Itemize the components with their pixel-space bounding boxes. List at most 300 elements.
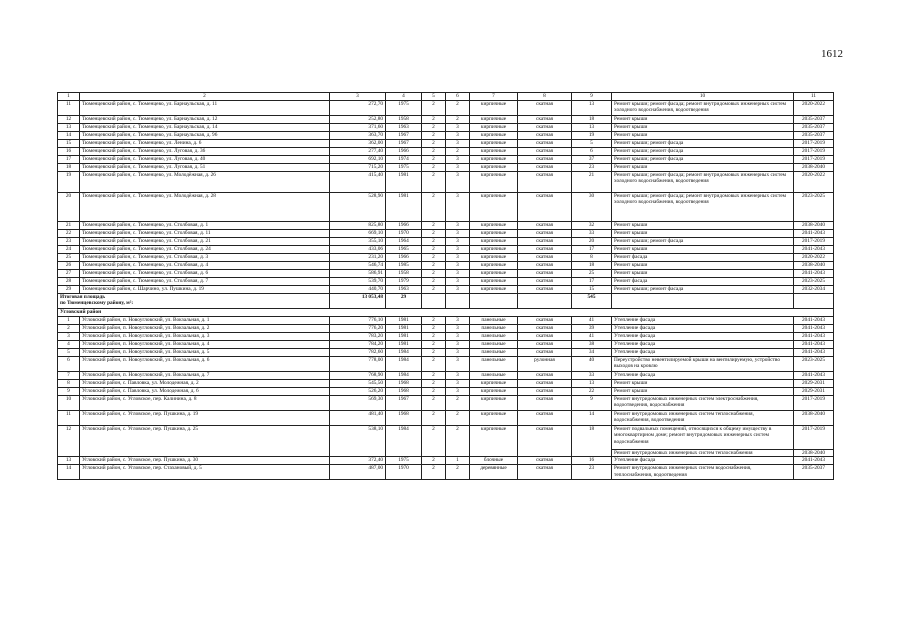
floors-cell: 2 bbox=[422, 246, 446, 254]
entrances-cell: 3 bbox=[446, 222, 470, 230]
row-number: 15 bbox=[58, 140, 80, 148]
address-cell: Угловский район, с. Павловка, ул. Молодежная, д. 6 bbox=[80, 388, 330, 396]
entrances-cell: 2 bbox=[446, 411, 470, 426]
column-number: 6 bbox=[446, 93, 470, 101]
year-cell: 1965 bbox=[386, 246, 422, 254]
entrances-cell: 3 bbox=[446, 325, 470, 333]
entrances-cell: 3 bbox=[446, 156, 470, 164]
residents-cell: 17 bbox=[572, 278, 612, 286]
work-type-cell: Ремонт внутридомовых инженерных систем водоснабжения, теплоснабжения, водоотведения bbox=[612, 465, 794, 480]
roof-type-cell: скатная bbox=[518, 172, 572, 193]
address-cell: Тюменцевский район, с. Шарчино, ул. Пушкина, д. 19 bbox=[80, 286, 330, 294]
roof-type-cell: скатная bbox=[518, 317, 572, 325]
entrances-cell: 3 bbox=[446, 193, 470, 222]
wall-material-cell: кирпичные bbox=[470, 132, 518, 140]
work-type-cell: Ремонт крыши; ремонт фасада bbox=[612, 148, 794, 156]
address-cell: Тюменцевский район, с. Тюменцево, ул. Столбовая, д. 11 bbox=[80, 230, 330, 238]
total-count: 29 bbox=[386, 294, 422, 309]
period-cell: 2032-2034 bbox=[794, 286, 834, 294]
floors-cell: 2 bbox=[422, 286, 446, 294]
table-row bbox=[58, 396, 834, 411]
table-row bbox=[58, 222, 834, 230]
period-cell: 2020-2022 bbox=[794, 254, 834, 262]
year-cell: 1970 bbox=[386, 465, 422, 480]
entrances-cell: 3 bbox=[446, 388, 470, 396]
entrances-cell: 3 bbox=[446, 262, 470, 270]
work-type-cell: Ремонт крыши; ремонт фасада bbox=[612, 286, 794, 294]
wall-material-cell: кирпичные bbox=[470, 262, 518, 270]
address-cell: Тюменцевский район, с. Тюменцево, ул. Луговая, д. 36 bbox=[80, 148, 330, 156]
period-cell: 2038-2040 bbox=[794, 222, 834, 230]
year-cell: 1981 bbox=[386, 172, 422, 193]
table-row bbox=[58, 333, 834, 341]
residents-cell: 13 bbox=[572, 380, 612, 388]
area-cell: 487,00 bbox=[330, 465, 386, 480]
residents-cell: 32 bbox=[572, 222, 612, 230]
row-number: 8 bbox=[58, 380, 80, 388]
table-row bbox=[58, 270, 834, 278]
row-number: 27 bbox=[58, 270, 80, 278]
area-cell: 362,00 bbox=[330, 140, 386, 148]
work-type-cell: Утепление фасада bbox=[612, 317, 794, 325]
residents-cell: 15 bbox=[572, 286, 612, 294]
work-type-cell: Утепление фасада bbox=[612, 333, 794, 341]
area-cell: 569,30 bbox=[330, 396, 386, 411]
residents-cell: 14 bbox=[572, 411, 612, 426]
year-cell: 1966 bbox=[386, 148, 422, 156]
year-cell: 1984 bbox=[386, 372, 422, 380]
entrances-cell: 3 bbox=[446, 238, 470, 246]
area-cell: 586,91 bbox=[330, 270, 386, 278]
year-cell: 1967 bbox=[386, 140, 422, 148]
address-cell: Угловский район, с. Угловское, пер. Пушкина, д. 30 bbox=[80, 457, 330, 465]
wall-material-cell: деревянные bbox=[470, 465, 518, 480]
roof-type-cell: скатная bbox=[518, 140, 572, 148]
address-cell: Угловский район, п. Новоугловский, ул. Вокзальная, д. 4 bbox=[80, 341, 330, 349]
area-cell: 778,00 bbox=[330, 357, 386, 372]
year-cell: 1975 bbox=[386, 164, 422, 172]
entrances-cell: 3 bbox=[446, 380, 470, 388]
period-cell: 2041-2043 bbox=[794, 325, 834, 333]
entrances-cell: 2 bbox=[446, 101, 470, 116]
work-type-cell: Ремонт крыши bbox=[612, 246, 794, 254]
table-row bbox=[58, 246, 834, 254]
table-row bbox=[58, 411, 834, 426]
row-number: 12 bbox=[58, 426, 80, 457]
roof-type-cell: скатная bbox=[518, 349, 572, 357]
row-number: 13 bbox=[58, 457, 80, 465]
area-cell: 776,10 bbox=[330, 317, 386, 325]
area-cell: 415,40 bbox=[330, 172, 386, 193]
floors-cell: 2 bbox=[422, 132, 446, 140]
address-cell: Угловский район, с. Угловское, пер. Пушкина, д. 19 bbox=[80, 411, 330, 426]
entrances-cell: 2 bbox=[446, 426, 470, 457]
row-number: 2 bbox=[58, 325, 80, 333]
roof-type-cell: скатная bbox=[518, 411, 572, 426]
wall-material-cell: панельные bbox=[470, 325, 518, 333]
table-row bbox=[58, 140, 834, 148]
residents-cell: 22 bbox=[572, 388, 612, 396]
wall-material-cell: кирпичные bbox=[470, 286, 518, 294]
residents-cell: 5 bbox=[572, 140, 612, 148]
work-type-cell: Ремонт крыши; ремонт фасада bbox=[612, 156, 794, 164]
period-cell: 2035-2037 bbox=[794, 124, 834, 132]
table-row bbox=[58, 230, 834, 238]
roof-type-cell: скатная bbox=[518, 465, 572, 480]
period-cell bbox=[794, 426, 834, 457]
row-number: 7 bbox=[58, 372, 80, 380]
year-cell: 1963 bbox=[386, 286, 422, 294]
floors-cell: 2 bbox=[422, 426, 446, 457]
table-row bbox=[58, 164, 834, 172]
capital-repair-table bbox=[57, 92, 834, 480]
table-row bbox=[58, 254, 834, 262]
total-label bbox=[58, 294, 330, 309]
table-row bbox=[58, 101, 834, 116]
wall-material-cell: панельные bbox=[470, 341, 518, 349]
residents-cell: 9 bbox=[572, 396, 612, 411]
residents-cell: 17 bbox=[572, 246, 612, 254]
work-type-cell: Ремонт крыши bbox=[612, 380, 794, 388]
period-cell: 2041-2043 bbox=[794, 457, 834, 465]
entrances-cell: 3 bbox=[446, 357, 470, 372]
address-cell: Угловский район, с. Павловка, ул. Молодежная, д. 2 bbox=[80, 380, 330, 388]
area-cell: 783,20 bbox=[330, 333, 386, 341]
wall-material-cell: кирпичные bbox=[470, 124, 518, 132]
period-text: 2017-2019 bbox=[802, 426, 825, 432]
table-row bbox=[58, 116, 834, 124]
roof-type-cell: скатная bbox=[518, 222, 572, 230]
floors-cell: 2 bbox=[422, 164, 446, 172]
period-cell: 2020-2022 bbox=[794, 172, 834, 193]
address-cell: Тюменцевский район, с. Тюменцево, ул. Луговая, д. 51 bbox=[80, 164, 330, 172]
work-type-cell: Ремонт фасада bbox=[612, 254, 794, 262]
table-row bbox=[58, 388, 834, 396]
address-cell: Тюменцевский район, с. Тюменцево, ул. Столбовая, д. 4 bbox=[80, 262, 330, 270]
area-cell: 231,20 bbox=[330, 254, 386, 262]
period-cell: 2038-2040 bbox=[794, 262, 834, 270]
entrances-cell: 3 bbox=[446, 317, 470, 325]
entrances-cell: 2 bbox=[446, 116, 470, 124]
period-cell: 2041-2043 bbox=[794, 341, 834, 349]
address-cell: Тюменцевский район, с. Тюменцево, ул. Столбовая, д. 6 bbox=[80, 270, 330, 278]
roof-type-cell: скатная bbox=[518, 325, 572, 333]
column-number: 1 bbox=[58, 93, 80, 101]
period-cell: 2023-2025 bbox=[794, 357, 834, 372]
table-row bbox=[58, 172, 834, 193]
row-number: 6 bbox=[58, 357, 80, 372]
table-row bbox=[58, 148, 834, 156]
wall-material-cell: кирпичные bbox=[470, 230, 518, 238]
floors-cell: 2 bbox=[422, 230, 446, 238]
residents-cell: 33 bbox=[572, 372, 612, 380]
area-cell: 372,40 bbox=[330, 457, 386, 465]
period-cell: 2017-2019 bbox=[794, 156, 834, 164]
period-cell: 2041-2043 bbox=[794, 246, 834, 254]
table-row bbox=[58, 132, 834, 140]
residents-cell: 30 bbox=[572, 193, 612, 222]
area-cell: 440,70 bbox=[330, 286, 386, 294]
year-cell: 1958 bbox=[386, 116, 422, 124]
period-cell: 2029-2031 bbox=[794, 388, 834, 396]
residents-cell: 39 bbox=[572, 325, 612, 333]
work-type-cell: Утепление фасада bbox=[612, 325, 794, 333]
year-cell: 1981 bbox=[386, 325, 422, 333]
floors-cell: 2 bbox=[422, 270, 446, 278]
wall-material-cell: кирпичные bbox=[470, 246, 518, 254]
table-row bbox=[58, 341, 834, 349]
work-type-text: Ремонт подвальных помещений, относящихся к общему имуществу в многоквартирном доме; ремонт внутридомовых инженерных систем водоснабжения bbox=[614, 426, 772, 445]
floors-cell: 2 bbox=[422, 278, 446, 286]
table-row bbox=[58, 349, 834, 357]
roof-type-cell: скатная bbox=[518, 262, 572, 270]
wall-material-cell: кирпичные bbox=[470, 238, 518, 246]
residents-cell: 38 bbox=[572, 341, 612, 349]
year-cell: 1984 bbox=[386, 349, 422, 357]
period-cell: 2035-2037 bbox=[794, 465, 834, 480]
floors-cell: 2 bbox=[422, 172, 446, 193]
row-number: 13 bbox=[58, 124, 80, 132]
year-cell: 1968 bbox=[386, 388, 422, 396]
area-cell: 433,06 bbox=[330, 246, 386, 254]
total-row bbox=[58, 294, 834, 309]
column-number: 11 bbox=[794, 93, 834, 101]
address-cell: Тюменцевский район, с. Тюменцево, ул. Молодёжная, д. 28 bbox=[80, 193, 330, 222]
work-type-text: Ремонт внутридомовых инженерных систем теплоснабжения bbox=[612, 449, 793, 456]
total-residents: 545 bbox=[572, 294, 612, 309]
period-cell: 2017-2019 bbox=[794, 148, 834, 156]
floors-cell: 2 bbox=[422, 140, 446, 148]
entrances-cell: 2 bbox=[446, 396, 470, 411]
table-row bbox=[58, 278, 834, 286]
work-type-cell: Ремонт крыши bbox=[612, 124, 794, 132]
year-cell: 1975 bbox=[386, 101, 422, 116]
row-number: 25 bbox=[58, 254, 80, 262]
column-number: 8 bbox=[518, 93, 572, 101]
row-number: 19 bbox=[58, 172, 80, 193]
wall-material-cell: кирпичные bbox=[470, 148, 518, 156]
period-cell: 2029-2031 bbox=[794, 380, 834, 388]
work-type-cell: Утепление фасада bbox=[612, 341, 794, 349]
residents-cell: 21 bbox=[572, 172, 612, 193]
wall-material-cell: кирпичные bbox=[470, 222, 518, 230]
address-cell: Тюменцевский район, с. Тюменцево, ул. Столбовая, д. 24 bbox=[80, 246, 330, 254]
column-number-row bbox=[58, 93, 834, 101]
year-cell: 1966 bbox=[386, 254, 422, 262]
residents-cell: 13 bbox=[572, 124, 612, 132]
empty-cell bbox=[470, 294, 518, 309]
row-number: 28 bbox=[58, 278, 80, 286]
roof-type-cell: скатная bbox=[518, 156, 572, 164]
year-cell: 1981 bbox=[386, 193, 422, 222]
wall-material-cell: панельные bbox=[470, 317, 518, 325]
entrances-cell: 3 bbox=[446, 372, 470, 380]
year-cell: 1963 bbox=[386, 124, 422, 132]
row-number: 5 bbox=[58, 349, 80, 357]
year-cell: 1968 bbox=[386, 380, 422, 388]
address-cell: Угловский район, п. Новоугловский, ул. Вокзальная, д. 1 bbox=[80, 317, 330, 325]
address-cell: Тюменцевский район, с. Тюменцево, ул. Барнаульская, д. 14 bbox=[80, 124, 330, 132]
entrances-cell: 3 bbox=[446, 333, 470, 341]
work-type-cell: Ремонт крыши bbox=[612, 116, 794, 124]
column-number: 3 bbox=[330, 93, 386, 101]
area-cell: 539,70 bbox=[330, 278, 386, 286]
floors-cell: 2 bbox=[422, 156, 446, 164]
wall-material-cell: кирпичные bbox=[470, 172, 518, 193]
empty-cell bbox=[794, 294, 834, 309]
work-type-cell: Ремонт крыши bbox=[612, 164, 794, 172]
wall-material-cell: кирпичные bbox=[470, 140, 518, 148]
roof-type-cell: скатная bbox=[518, 101, 572, 116]
residents-cell: 18 bbox=[572, 116, 612, 124]
empty-cell bbox=[518, 294, 572, 309]
address-cell: Тюменцевский район, с. Тюменцево, ул. Молодёжная, д. 26 bbox=[80, 172, 330, 193]
row-number: 4 bbox=[58, 341, 80, 349]
residents-cell: 16 bbox=[572, 457, 612, 465]
address-cell: Угловский район, п. Новоугловский, ул. Вокзальная, д. 2 bbox=[80, 325, 330, 333]
residents-cell: 25 bbox=[572, 270, 612, 278]
roof-type-cell: скатная bbox=[518, 116, 572, 124]
work-type-cell: Утепление фасада bbox=[612, 372, 794, 380]
entrances-cell: 3 bbox=[446, 140, 470, 148]
residents-cell: 34 bbox=[572, 349, 612, 357]
wall-material-cell: кирпичные bbox=[470, 101, 518, 116]
year-cell: 1981 bbox=[386, 333, 422, 341]
wall-material-cell: панельные bbox=[470, 349, 518, 357]
period-cell: 2038-2040 bbox=[794, 411, 834, 426]
table-row bbox=[58, 286, 834, 294]
area-cell: 363,70 bbox=[330, 132, 386, 140]
total-area: 13 053,48 bbox=[330, 294, 386, 309]
work-type-cell: Ремонт крыши bbox=[612, 262, 794, 270]
table-row bbox=[58, 124, 834, 132]
year-cell: 1984 bbox=[386, 426, 422, 457]
empty-cell bbox=[446, 294, 470, 309]
year-cell: 1966 bbox=[386, 222, 422, 230]
wall-material-cell: кирпичные bbox=[470, 116, 518, 124]
work-type-cell: Утепление фасада bbox=[612, 349, 794, 357]
address-cell: Угловский район, п. Новоугловский, ул. Вокзальная, д. 7 bbox=[80, 372, 330, 380]
roof-type-cell: скатная bbox=[518, 457, 572, 465]
table-row bbox=[58, 156, 834, 164]
work-type-cell: Ремонт крыши; ремонт фасада; ремонт внутридомовых инженерных систем холодного водоснабжения, водоотведения bbox=[612, 172, 794, 193]
work-type-cell: Ремонт крыши bbox=[612, 132, 794, 140]
area-cell: 784,20 bbox=[330, 341, 386, 349]
wall-material-cell: панельные bbox=[470, 333, 518, 341]
row-number: 14 bbox=[58, 465, 80, 480]
wall-material-cell: кирпичные bbox=[470, 164, 518, 172]
row-number: 26 bbox=[58, 262, 80, 270]
roof-type-cell: скатная bbox=[518, 148, 572, 156]
floors-cell: 2 bbox=[422, 457, 446, 465]
roof-type-cell: скатная bbox=[518, 341, 572, 349]
table-row bbox=[58, 380, 834, 388]
roof-type-cell: скатная bbox=[518, 193, 572, 222]
period-cell: 2035-2037 bbox=[794, 116, 834, 124]
wall-material-cell: кирпичные bbox=[470, 411, 518, 426]
area-cell: 371,60 bbox=[330, 124, 386, 132]
floors-cell: 2 bbox=[422, 411, 446, 426]
period-cell: 2023-2025 bbox=[794, 193, 834, 222]
roof-type-cell: скатная bbox=[518, 380, 572, 388]
period-cell: 2041-2043 bbox=[794, 317, 834, 325]
period-cell: 2017-2019 bbox=[794, 140, 834, 148]
wall-material-cell: панельные bbox=[470, 357, 518, 372]
period-cell: 2041-2043 bbox=[794, 333, 834, 341]
wall-material-cell: кирпичные bbox=[470, 396, 518, 411]
address-cell: Угловский район, с. Угловское, пер. Пушкина, д. 25 bbox=[80, 426, 330, 457]
wall-material-cell: кирпичные bbox=[470, 193, 518, 222]
floors-cell: 2 bbox=[422, 238, 446, 246]
roof-type-cell: скатная bbox=[518, 124, 572, 132]
residents-cell: 23 bbox=[572, 465, 612, 480]
row-number: 12 bbox=[58, 116, 80, 124]
work-type-cell: Ремонт крыши; ремонт фасада bbox=[612, 140, 794, 148]
entrances-cell: 3 bbox=[446, 164, 470, 172]
residents-cell: 18 bbox=[572, 426, 612, 457]
entrances-cell: 3 bbox=[446, 286, 470, 294]
entrances-cell: 1 bbox=[446, 457, 470, 465]
wall-material-cell: кирпичные bbox=[470, 278, 518, 286]
period-cell: 2041-2043 bbox=[794, 349, 834, 357]
floors-cell: 2 bbox=[422, 341, 446, 349]
year-cell: 1967 bbox=[386, 132, 422, 140]
wall-material-cell: кирпичные bbox=[470, 156, 518, 164]
entrances-cell: 3 bbox=[446, 278, 470, 286]
floors-cell: 2 bbox=[422, 317, 446, 325]
roof-type-cell: скатная bbox=[518, 132, 572, 140]
entrances-cell: 3 bbox=[446, 341, 470, 349]
period-cell: 2035-2037 bbox=[794, 132, 834, 140]
column-number: 5 bbox=[422, 93, 446, 101]
roof-type-cell: скатная bbox=[518, 270, 572, 278]
roof-type-cell: скатная bbox=[518, 388, 572, 396]
year-cell: 1964 bbox=[386, 238, 422, 246]
floors-cell: 2 bbox=[422, 333, 446, 341]
table-row bbox=[58, 193, 834, 222]
period-cell: 2020-2022 bbox=[794, 101, 834, 116]
entrances-cell: 3 bbox=[446, 132, 470, 140]
roof-type-cell: скатная bbox=[518, 254, 572, 262]
address-cell: Тюменцевский район, с. Тюменцево, ул. Столбовая, д. 7 bbox=[80, 278, 330, 286]
area-cell: 546,74 bbox=[330, 262, 386, 270]
row-number: 3 bbox=[58, 333, 80, 341]
wall-material-cell: кирпичные bbox=[470, 380, 518, 388]
floors-cell: 2 bbox=[422, 124, 446, 132]
floors-cell: 2 bbox=[422, 349, 446, 357]
entrances-cell: 3 bbox=[446, 254, 470, 262]
year-cell: 1984 bbox=[386, 357, 422, 372]
row-number: 11 bbox=[58, 411, 80, 426]
roof-type-cell: скатная bbox=[518, 396, 572, 411]
floors-cell: 2 bbox=[422, 222, 446, 230]
row-number: 23 bbox=[58, 238, 80, 246]
work-type-cell: Ремонт фасада bbox=[612, 278, 794, 286]
wall-material-cell: панельные bbox=[470, 372, 518, 380]
work-type-cell: Ремонт крыши; ремонт фасада; ремонт внутридомовых инженерных систем холодного водоснабжения, водоотведения bbox=[612, 193, 794, 222]
roof-type-cell: скатная bbox=[518, 246, 572, 254]
address-cell: Тюменцевский район, с. Тюменцево, ул. Барнаульская, д. 96 bbox=[80, 132, 330, 140]
residents-cell: 8 bbox=[572, 254, 612, 262]
work-type-cell: Ремонт крыши bbox=[612, 222, 794, 230]
area-cell: 526,20 bbox=[330, 388, 386, 396]
address-cell: Угловский район, п. Новоугловский, ул. Вокзальная, д. 6 bbox=[80, 357, 330, 372]
year-cell: 1974 bbox=[386, 156, 422, 164]
entrances-cell: 3 bbox=[446, 270, 470, 278]
year-cell: 1981 bbox=[386, 341, 422, 349]
area-cell: 481,40 bbox=[330, 411, 386, 426]
address-cell: Угловский район, п. Новоугловский, ул. Вокзальная, д. 5 bbox=[80, 349, 330, 357]
